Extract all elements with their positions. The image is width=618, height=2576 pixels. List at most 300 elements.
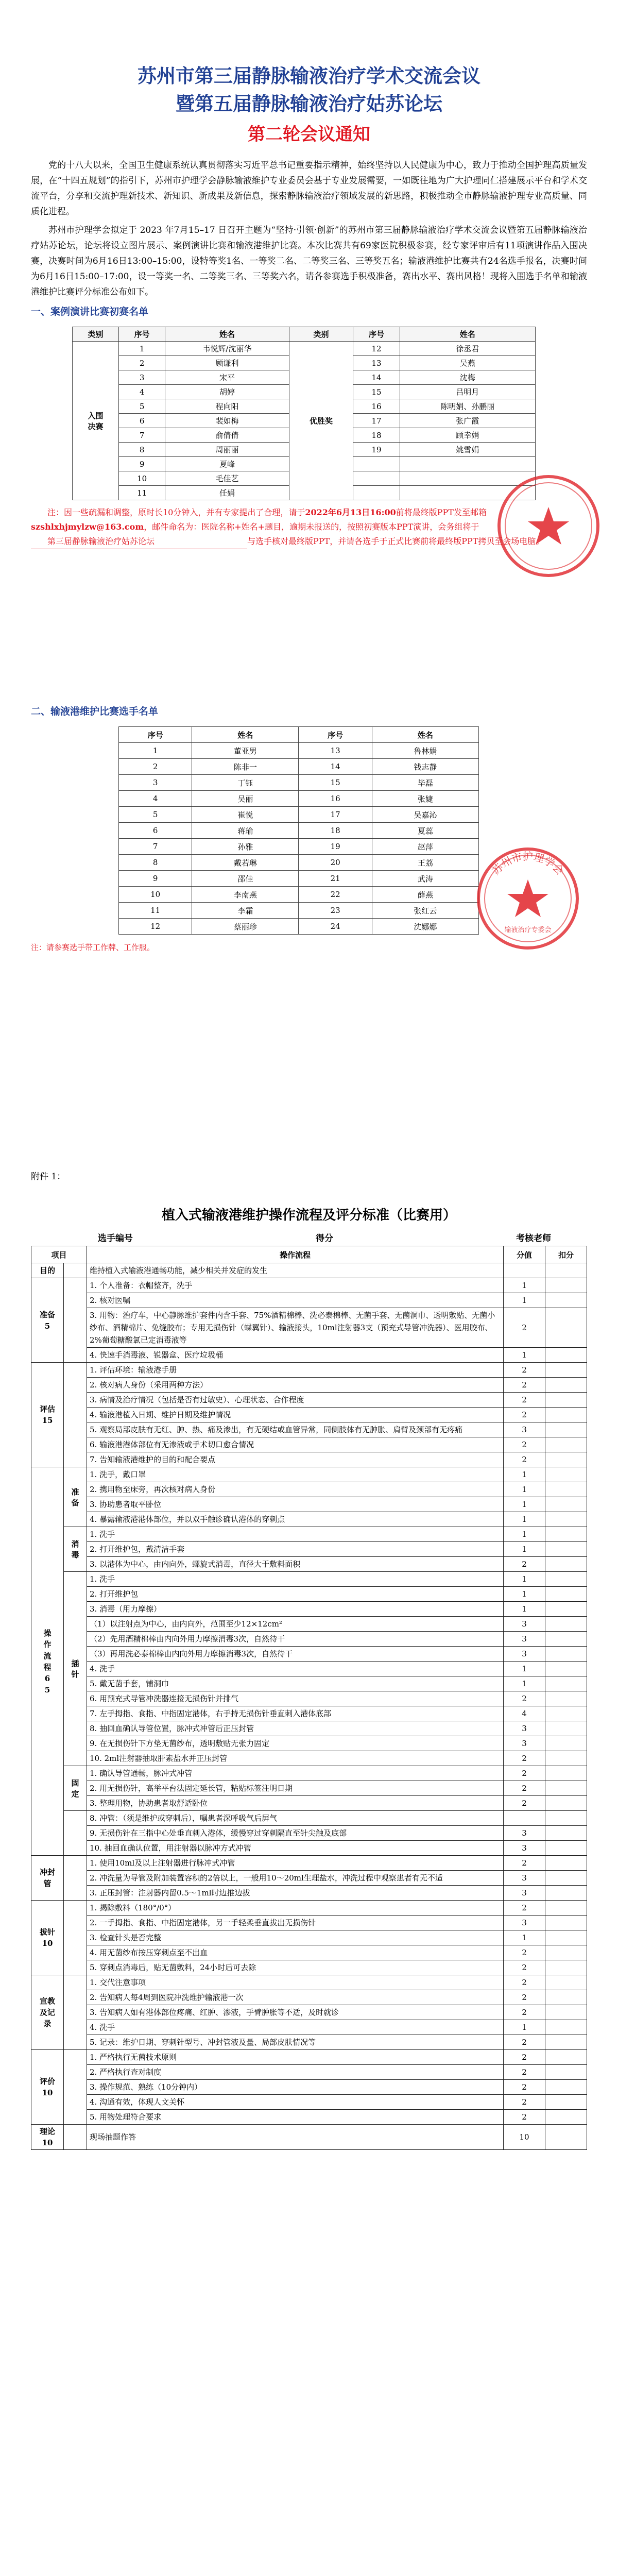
table-cell: 24 (299, 919, 372, 935)
table-row (31, 2020, 587, 2035)
seal-sub-text: 输液治疗专委会 (504, 926, 552, 934)
red-note-text: 与选手核对最终版PPT，并请各选手于正式比赛前将最终版PPT拷贝至会场电脑。 (247, 536, 544, 546)
step-text: 2. 严格执行查对制度 (87, 2065, 504, 2080)
step-deduction (545, 1721, 587, 1736)
step-text: 5. 戴无菌手套，铺洞巾 (87, 1676, 504, 1691)
table-row (31, 1422, 587, 1437)
step-points: 2 (504, 1975, 545, 1990)
table-cell: 周丽丽 (165, 443, 289, 457)
step-points: 1 (504, 1572, 545, 1587)
table-row (31, 1841, 587, 1856)
step-deduction (545, 2080, 587, 2095)
table-cell: 14 (299, 759, 372, 775)
step-deduction (545, 1766, 587, 1781)
table-row (31, 1676, 587, 1691)
table-row (31, 1662, 587, 1676)
section-name: 理论 10 (31, 2125, 64, 2150)
step-deduction (545, 1542, 587, 1557)
table-cell: 18 (299, 823, 372, 839)
step-text: 2. 核对医嘱 (87, 1293, 504, 1308)
step-text: 2. 携用物至床旁，再次核对病人身份 (87, 1482, 504, 1497)
table-row (31, 1482, 587, 1497)
step-points: 2 (504, 1408, 545, 1422)
table-row (31, 2125, 587, 2150)
step-points: 3 (504, 1871, 545, 1886)
step-deduction (545, 1990, 587, 2005)
section-sub (64, 1363, 87, 1467)
section-sub: 准 备 (64, 1467, 87, 1527)
table-cell: 宋平 (165, 370, 289, 385)
step-deduction (545, 1393, 587, 1408)
step-points: 2 (504, 1945, 545, 1960)
table-cell: 13 (353, 356, 400, 370)
step-text: （3）再用洗必泰棉棒由内向外用力摩擦消毒3次，自然待干 (87, 1647, 504, 1662)
step-deduction (545, 1308, 587, 1348)
table-row (31, 1363, 587, 1378)
step-points (504, 1263, 545, 1278)
step-deduction (545, 1691, 587, 1706)
step-points: 3 (504, 1841, 545, 1856)
step-points: 2 (504, 1691, 545, 1706)
table-cell: 顾幸娟 (400, 428, 535, 443)
table-cell: 19 (353, 443, 400, 457)
table-header: 姓名 (192, 727, 299, 743)
step-deduction (545, 1263, 587, 1278)
table-cell: 张婕 (372, 791, 478, 807)
table-cell: 1 (119, 743, 192, 759)
step-text: （1）以注射点为中心，由内向外，范围至少12×12cm² (87, 1617, 504, 1632)
step-text: 4. 输液港植入日期、维护日期及维护情况 (87, 1408, 504, 1422)
table-row (31, 1736, 587, 1751)
step-text: 3. 检查针头是否完整 (87, 1930, 504, 1945)
table-row (31, 2050, 587, 2065)
step-points: 3 (504, 1916, 545, 1930)
section-name: 冲封 管 (31, 1856, 64, 1901)
table-cell: 23 (299, 903, 372, 919)
step-deduction (545, 1960, 587, 1975)
table-cell: 16 (353, 399, 400, 414)
step-deduction (545, 1467, 587, 1482)
step-text: 2. 打开维护包 (87, 1587, 504, 1602)
step-points: 1 (504, 1482, 545, 1497)
seal-stamp-icon (474, 844, 582, 953)
step-points: 1 (504, 1602, 545, 1617)
table-row (31, 1308, 587, 1348)
step-points: 2 (504, 1990, 545, 2005)
table-header: 姓名 (165, 327, 289, 342)
step-text: 6. 用预充式导管冲洗器连接无损伤针并排气 (87, 1691, 504, 1706)
step-deduction (545, 2005, 587, 2020)
step-points: 3 (504, 1632, 545, 1647)
step-deduction (545, 1572, 587, 1587)
step-points: 2 (504, 2110, 545, 2125)
table-header: 项目 (31, 1246, 87, 1263)
table-row (31, 1467, 587, 1482)
table-header: 操作流程 (87, 1246, 504, 1263)
table-cell: 吴丽 (192, 791, 299, 807)
step-points: 2 (504, 1960, 545, 1975)
notice-title-line2: 暨第五届静脉输液治疗姑苏论坛 (176, 92, 442, 115)
step-deduction (545, 1527, 587, 1542)
step-points: 2 (504, 1437, 545, 1452)
seal-text: 苏州市护理学会 (489, 850, 566, 877)
table-row (31, 1826, 587, 1841)
table-row (119, 823, 479, 839)
step-points: 2 (504, 1393, 545, 1408)
table-row (31, 1602, 587, 1617)
table-cell: 张红云 (372, 903, 478, 919)
notice-paragraph-2: 苏州市护理学会拟定于 2023 年7月15–17 日召开主题为“坚持·引领·创新”的苏州市第三届静脉输液治疗学术交流会议暨第五届静脉输液治疗姑苏论坛，论坛将设立图片展示、案例演讲比赛和输液港维护比赛。本次比赛共有69家医院积极参赛，经专家评审后有11项演讲作品入围决赛，决赛时间为6月16日13:00–15:00，设特等奖1名、一等奖二名、二等奖三名、三等奖五名；输液港维护比赛共有24名选手报名，决赛时间为6月16日15:00–17:00，设一等奖一名、二等奖三名、三等奖六名，请各参赛选手积极准备，赛出水平、赛出风格！现将入围选手名单和输液港维护比赛评分标准公布如下。 (31, 225, 587, 297)
table-row (119, 807, 479, 823)
table-row (31, 2035, 587, 2050)
step-points: 1 (504, 1293, 545, 1308)
step-text: 7. 告知输液港维护的目的和配合要点 (87, 1452, 504, 1467)
table-row (31, 1751, 587, 1766)
red-note-date: 2022年6月13日16:00 (305, 507, 396, 517)
step-points: 1 (504, 1527, 545, 1542)
step-deduction (545, 1512, 587, 1527)
red-note-text: 前将最终版PPT发至邮箱 (396, 507, 487, 517)
table-row (73, 342, 536, 356)
step-deduction (545, 1293, 587, 1308)
table-header: 类别 (73, 327, 119, 342)
table-row (31, 1263, 587, 1278)
attachment-title: 植入式输液港维护操作流程及评分标准（比赛用） (161, 1208, 456, 1223)
score-meta-row (31, 1231, 587, 1244)
step-text: 1. 个人准备：衣帽整齐，洗手 (87, 1278, 504, 1293)
table-cell: 14 (353, 370, 400, 385)
table-row (31, 1452, 587, 1467)
step-deduction (545, 1482, 587, 1497)
step-text: 7. 左手拇指、食指、中指固定港体，右手持无损伤针垂直刺入港体底部 (87, 1706, 504, 1721)
step-text: 3. 以港体为中心，由内向外，螺旋式消毒，直径大于敷料面积 (87, 1557, 504, 1572)
table-row (31, 1796, 587, 1811)
table-row (31, 1408, 587, 1422)
step-deduction (545, 1945, 587, 1960)
table-row (31, 1293, 587, 1308)
table-row (31, 2065, 587, 2080)
table-cell: 9 (119, 871, 192, 887)
step-deduction (545, 1706, 587, 1721)
section-sub (64, 2050, 87, 2125)
table-cell: 李南燕 (192, 887, 299, 903)
table-row (31, 2095, 587, 2110)
meta-score-label: 得分 (316, 1233, 333, 1244)
step-points: 2 (504, 2035, 545, 2050)
step-points: 2 (504, 2065, 545, 2080)
table-cell: 吴燕 (400, 356, 535, 370)
step-points: 2 (504, 2095, 545, 2110)
step-text: （2）先用酒精棉棒由内向外用力摩擦消毒3次，自然待干 (87, 1632, 504, 1647)
attachment-label: 附件 1： (31, 1172, 66, 1182)
table-cell: 9 (119, 457, 165, 471)
step-deduction (545, 1408, 587, 1422)
step-deduction (545, 1871, 587, 1886)
table-cell: 吴嘉沁 (372, 807, 478, 823)
table-cell: 5 (119, 399, 165, 414)
speech-finalists-body (73, 342, 536, 500)
step-points: 2 (504, 1751, 545, 1766)
red-note-text: ，邮件命名为：医院名称+姓名+题目，逾期未报送的，按照初赛版本PPT演讲，会务组将于 (144, 522, 479, 532)
step-text: 1. 洗手 (87, 1572, 504, 1587)
step-deduction (545, 1886, 587, 1901)
step-deduction (545, 2050, 587, 2065)
section-name: 操 作 流 程 6 5 (31, 1467, 64, 1856)
step-deduction (545, 2095, 587, 2110)
table-cell: 16 (299, 791, 372, 807)
table-header: 序号 (119, 327, 165, 342)
table-cell: 任娟 (165, 486, 289, 500)
step-points: 2 (504, 2050, 545, 2065)
step-text: 4. 暴露输液港港体部位，并以双手触诊确认港体的穿刺点 (87, 1512, 504, 1527)
step-points: 3 (504, 1721, 545, 1736)
table-cell: 赵萍 (372, 839, 478, 855)
table-cell: 李霜 (192, 903, 299, 919)
table-cell: 陈非一 (192, 759, 299, 775)
step-points: 2 (504, 1856, 545, 1871)
table-cell: 夏蕊 (372, 823, 478, 839)
step-points: 2 (504, 2005, 545, 2020)
step-text: 3. 消毒（用力摩擦） (87, 1602, 504, 1617)
red-note-email: szshlxhjmylzw@163.com (31, 522, 144, 532)
table-row (31, 1990, 587, 2005)
table-row (31, 1975, 587, 1990)
step-text: 5. 穿刺点消毒后，贴无菌敷料，24小时后可去除 (87, 1960, 504, 1975)
step-deduction (545, 1452, 587, 1467)
step-points: 3 (504, 1617, 545, 1632)
table-cell: 蔡丽珍 (192, 919, 299, 935)
table-cell: 7 (119, 428, 165, 443)
step-deduction (545, 1557, 587, 1572)
table-cell: 丁钰 (192, 775, 299, 791)
table-cell: 3 (119, 775, 192, 791)
table-row (31, 1901, 587, 1916)
step-text: 5. 观察局部皮肤有无红、肿、热、痛及渗出，有无硬结或血管异常，同侧肢体有无肿胀、肩臂及颈部有无疼痛 (87, 1422, 504, 1437)
section-sub (64, 1811, 87, 1856)
step-text: 9. 无损伤针在三指中心处垂直刺入港体，缓慢穿过穿刺隔直至针尖触及底部 (87, 1826, 504, 1841)
table-cell: 孙雅 (192, 839, 299, 855)
table-row (119, 871, 479, 887)
step-text: 2. 打开维护包，戴清洁手套 (87, 1542, 504, 1557)
meta-judge-label: 考核老师 (516, 1233, 551, 1244)
section-name: 评估 15 (31, 1363, 64, 1467)
table-cell: 俞倩倩 (165, 428, 289, 443)
section-name: 目的 (31, 1263, 64, 1278)
step-deduction (545, 1975, 587, 1990)
red-note-strike: 第三届静脉输液治疗姑苏论坛 (31, 534, 247, 549)
step-deduction (545, 1901, 587, 1916)
step-text: 1. 使用10ml及以上注射器进行脉冲式冲管 (87, 1856, 504, 1871)
table-cell: 邵佳 (192, 871, 299, 887)
table-cell: 3 (119, 370, 165, 385)
step-points: 1 (504, 1542, 545, 1557)
section-sub (64, 2125, 87, 2150)
step-deduction (545, 2065, 587, 2080)
step-points: 1 (504, 1348, 545, 1363)
step-deduction (545, 1278, 587, 1293)
table-cell: 薛燕 (372, 887, 478, 903)
table-cell: 崔悦 (192, 807, 299, 823)
table-row (31, 2110, 587, 2125)
table-row (31, 1512, 587, 1527)
step-deduction (545, 2035, 587, 2050)
section-sub: 消 毒 (64, 1527, 87, 1572)
table-cell: 6 (119, 414, 165, 428)
table-row (31, 1706, 587, 1721)
section-sub: 固 定 (64, 1766, 87, 1811)
table-header-row (119, 727, 479, 743)
step-points: 10 (504, 2125, 545, 2150)
step-text: 4. 沟通有效，体现人文关怀 (87, 2095, 504, 2110)
step-points: 2 (504, 1363, 545, 1378)
table-cell: 15 (353, 385, 400, 399)
step-points: 1 (504, 1512, 545, 1527)
table-cell: 沈娜娜 (372, 919, 478, 935)
step-text: 3. 告知病人如有港体部位疼痛、红肿、渗液，手臂肿胀等不适，及时就诊 (87, 2005, 504, 2020)
table-row (31, 1497, 587, 1512)
step-deduction (545, 1796, 587, 1811)
table-row (31, 1856, 587, 1871)
table-cell: 6 (119, 823, 192, 839)
step-points: 2 (504, 1766, 545, 1781)
step-points: 3 (504, 1736, 545, 1751)
table-cell: 7 (119, 839, 192, 855)
table-row (31, 1393, 587, 1408)
table-cell: 毕磊 (372, 775, 478, 791)
table-row (31, 1721, 587, 1736)
step-points: 2 (504, 1901, 545, 1916)
table-row (31, 1617, 587, 1632)
table-row (31, 1348, 587, 1363)
table-cell: 22 (299, 887, 372, 903)
step-text: 3. 用物：治疗车，中心静脉维护套件内含手套、75%酒精棉棒、洗必泰棉棒、无菌手套、无菌洞巾、透明敷贴、无菌小纱布、酒精棉片、免缝胶布；专用无损伤针（蝶翼针）、输液接头，10ml注射器3支（预充式导管冲洗器）、医用胶布、2%葡萄糖酸氯已定消毒液等 (87, 1308, 504, 1348)
step-points: 1 (504, 1467, 545, 1482)
table-header: 姓名 (400, 327, 535, 342)
table-cell: 13 (299, 743, 372, 759)
table-cell: 10 (119, 471, 165, 486)
section-sub (64, 1901, 87, 1975)
table-row (31, 1766, 587, 1781)
table-header: 序号 (299, 727, 372, 743)
table-cell: 11 (119, 486, 165, 500)
table-cell: 顾谦利 (165, 356, 289, 370)
table-row (119, 887, 479, 903)
table-row (119, 855, 479, 871)
step-deduction (545, 1378, 587, 1393)
table-row (31, 1691, 587, 1706)
table-row (31, 1945, 587, 1960)
port-competitors-body (119, 743, 479, 935)
seal-stamp-icon (494, 472, 603, 580)
step-text: 1. 评估环境：输液港手册 (87, 1363, 504, 1378)
notice-paragraph-1: 党的十八大以来，全国卫生健康系统认真贯彻落实习近平总书记重要指示精神，始终坚持以人民健康为中心，致力于推动全国护理高质量发展，在“十四五规划”的指引下，苏州市护理学会静脉输液维护专业委员会基于专业发展需要，一如既往地为广大护理同仁搭建展示平台和学术交流平台，分享和交流护理新技术、新知识、新成果及新信息，探索静脉输液治疗领域发展的新思路，积极推动全市静脉输液护理专业高质量、同质化进程。 (31, 160, 587, 217)
step-points (504, 1811, 545, 1826)
table-cell: 12 (353, 342, 400, 356)
step-text: 3. 病情及治疗情况（包括是否有过敏史）、心理状态、合作程度 (87, 1393, 504, 1408)
table-row (31, 1542, 587, 1557)
step-text: 1. 洗手，戴口罩 (87, 1467, 504, 1482)
step-points: 2 (504, 2080, 545, 2095)
table-cell: 蒋瑜 (192, 823, 299, 839)
section-name: 宣教 及记 录 (31, 1975, 64, 2050)
step-text: 3. 整理用物，协助患者取舒适卧位 (87, 1796, 504, 1811)
step-points: 2 (504, 1452, 545, 1467)
table-cell: 陈明娟、孙鹏丽 (400, 399, 535, 414)
table-row (31, 1930, 587, 1945)
table-row (31, 1916, 587, 1930)
table-cell: 程向阳 (165, 399, 289, 414)
table-row (31, 1437, 587, 1452)
step-text: 8. 冲管：（须是维护或穿刺后），嘱患者深呼吸气后屏气 (87, 1811, 504, 1826)
step-points: 2 (504, 1308, 545, 1348)
step-deduction (545, 1676, 587, 1691)
step-text: 8. 抽回血确认导管位置，脉冲式冲管后正压封管 (87, 1721, 504, 1736)
table-cell: 姚雪娟 (400, 443, 535, 457)
step-text: 1. 揭除敷料（180°/0°） (87, 1901, 504, 1916)
step-deduction (545, 1632, 587, 1647)
group-label-excellence: 优胜奖 (289, 342, 353, 500)
step-deduction (545, 1348, 587, 1363)
table-row (119, 919, 479, 935)
step-text: 3. 协助患者取平卧位 (87, 1497, 504, 1512)
section-name: 拔针 10 (31, 1901, 64, 1975)
group-label-finalist: 入围 决赛 (73, 342, 119, 500)
port-red-note: 注：请参赛选手带工作牌、工作服。 (31, 943, 155, 952)
table-row (31, 2005, 587, 2020)
table-row (119, 775, 479, 791)
table-header: 类别 (289, 327, 353, 342)
table-cell: 12 (119, 919, 192, 935)
table-row (31, 1527, 587, 1542)
step-text: 1. 确认导管通畅，脉冲式冲管 (87, 1766, 504, 1781)
notice-subtitle: 第二轮会议通知 (248, 124, 370, 145)
table-row (119, 903, 479, 919)
step-text: 2. 一手拇指、食指、中指固定港体，另一手轻柔垂直拔出无损伤针 (87, 1916, 504, 1930)
table-row (31, 1781, 587, 1796)
step-points: 2 (504, 1557, 545, 1572)
table-cell: 11 (119, 903, 192, 919)
step-deduction (545, 1856, 587, 1871)
table-row (31, 1378, 587, 1393)
table-row (31, 1587, 587, 1602)
step-text: 10. 抽回血确认位置，用注射器以脉冲方式冲管 (87, 1841, 504, 1856)
step-deduction (545, 1736, 587, 1751)
step-points: 2 (504, 1796, 545, 1811)
port-competitors-table (118, 726, 479, 935)
section1-title: 一、案例演讲比赛初赛名单 (31, 306, 149, 317)
step-text: 1. 交代注意事项 (87, 1975, 504, 1990)
section-name: 准备 5 (31, 1278, 64, 1363)
step-deduction (545, 1587, 587, 1602)
step-deduction (545, 1497, 587, 1512)
table-row (31, 1871, 587, 1886)
table-cell: 武涛 (372, 871, 478, 887)
step-deduction (545, 1617, 587, 1632)
step-text: 2. 冲洗量为导管及附加装置容积的2倍以上，一般用10～20ml生理盐水，冲洗过程中观察患者有无不适 (87, 1871, 504, 1886)
step-deduction (545, 1841, 587, 1856)
table-cell: 17 (299, 807, 372, 823)
step-points: 1 (504, 1497, 545, 1512)
section-sub (64, 1263, 87, 1278)
table-cell: 8 (119, 855, 192, 871)
table-row (31, 1811, 587, 1826)
step-text: 1. 严格执行无菌技术原则 (87, 2050, 504, 2065)
step-deduction (545, 1437, 587, 1452)
step-text: 2. 核对病人身份（采用两种方法） (87, 1378, 504, 1393)
table-cell: 19 (299, 839, 372, 855)
step-points: 1 (504, 1587, 545, 1602)
table-cell: 钱志静 (372, 759, 478, 775)
